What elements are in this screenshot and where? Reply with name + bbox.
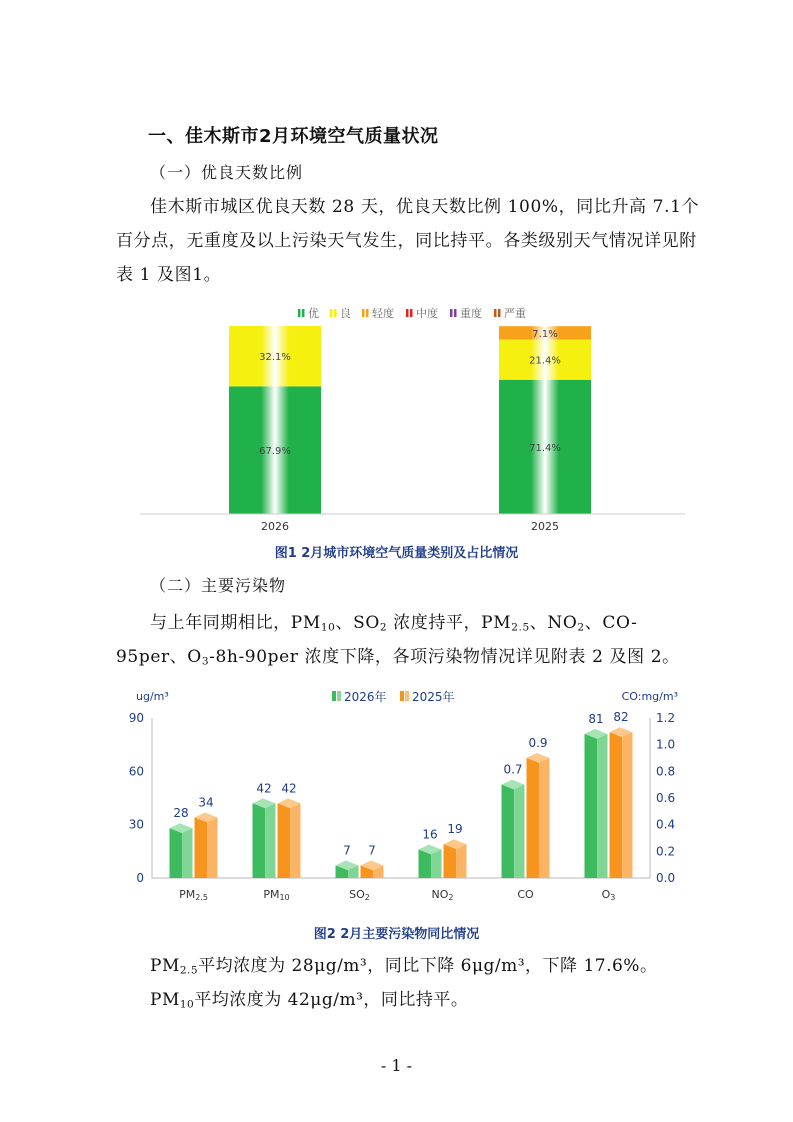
- figure2-right-axis-unit: CO:mg/m³: [621, 690, 678, 703]
- figure2-x-labels: [179, 888, 615, 902]
- x-label-2025: 2025: [531, 520, 559, 533]
- x2-label-3: NO2: [431, 888, 454, 902]
- bar2-5-1: [610, 732, 623, 878]
- legend-swatch-0-b: [302, 309, 305, 317]
- x2-label-4: CO: [517, 888, 534, 901]
- x2-label-1: PM10: [263, 888, 290, 902]
- legend2-swatch-1: [400, 691, 404, 701]
- bar2-1-0: [253, 803, 266, 878]
- legend-swatch-3: [406, 309, 409, 317]
- y-tick-right-6: 1.2: [656, 711, 676, 725]
- bar-label-2025-2: 7.1%: [532, 328, 558, 340]
- y-tick-right-1: 0.2: [656, 844, 676, 859]
- bar-label-2026-1: 32.1%: [259, 352, 291, 364]
- bar2-label-4-0: 0.7: [503, 762, 523, 777]
- figure1-bars: [229, 326, 591, 514]
- legend2-label-1: 2025年: [412, 690, 455, 704]
- bar2-side-4-1: [539, 758, 549, 878]
- legend-label-4: 重度: [460, 307, 482, 320]
- legend-swatch-1-b: [334, 309, 337, 317]
- section-title-good-days: （一）优良天数比例: [150, 163, 304, 182]
- bar2-label-0-0: 28: [173, 806, 189, 821]
- figure2-legend: [332, 689, 455, 704]
- page-number: - 1 -: [380, 1056, 413, 1075]
- bar2-label-4-1: 0.9: [528, 736, 548, 750]
- y-tick-right-3: 0.6: [656, 791, 676, 805]
- bar2-side-0-1: [207, 818, 217, 878]
- x2-label-0: PM2.5: [179, 888, 208, 902]
- y-tick-right-4: 0.8: [656, 764, 676, 779]
- bar2-4-0: [502, 785, 515, 878]
- bar2-side-5-0: [597, 734, 607, 878]
- legend-swatch-0: [298, 309, 301, 317]
- legend-label-3: 中度: [416, 307, 438, 320]
- x2-label-2: SO2: [349, 888, 370, 902]
- legend2-swatch-1-b: [405, 691, 409, 701]
- bar2-3-0: [419, 850, 432, 878]
- bar-label-2025-0: 71.4%: [529, 442, 561, 454]
- bar2-label-5-1: 82: [613, 710, 629, 725]
- legend-swatch-5-b: [498, 309, 501, 317]
- y-tick-right-2: 0.4: [656, 817, 676, 832]
- legend-label-2: 轻度: [372, 307, 394, 320]
- bar2-label-2-0: 7: [343, 843, 351, 858]
- bar2-label-3-0: 16: [422, 827, 438, 842]
- bar2-label-1-1: 42: [281, 781, 297, 796]
- bar2-label-0-1: 34: [198, 795, 214, 810]
- y-tick-left-0: 0: [136, 871, 144, 885]
- legend-swatch-5: [494, 309, 497, 317]
- section-title-pollutants: （二）主要污染物: [150, 576, 287, 595]
- y-tick-left-2: 60: [128, 764, 144, 779]
- legend-swatch-2-b: [366, 309, 369, 317]
- y-tick-left-3: 90: [128, 711, 144, 725]
- bar-label-2026-0: 67.9%: [259, 446, 291, 458]
- bar2-label-2-1: 7: [368, 843, 376, 858]
- bar2-4-1: [527, 758, 540, 878]
- bar2-side-3-0: [431, 850, 441, 878]
- legend2-label-0: 2026年: [344, 690, 387, 704]
- bar2-label-5-0: 81: [588, 712, 604, 726]
- figure1-legend: [298, 306, 526, 320]
- figure1-caption: 图1 2月城市环境空气质量类别及占比情况: [274, 546, 519, 561]
- bar2-5-0: [585, 734, 598, 878]
- bar2-side-4-0: [514, 785, 524, 878]
- bar2-side-1-1: [290, 803, 300, 878]
- y-tick-left-1: 30: [128, 817, 144, 832]
- bar2-label-3-1: 19: [447, 822, 463, 837]
- figure2-left-axis-unit: ug/m³: [136, 690, 169, 703]
- bar2-1-1: [278, 803, 291, 878]
- paragraph-pollutants: 与上年同期相比，$PM_{10}$、$SO_2$ 浓度持平，$PM_{2.5}$、$NO_2$、CO-95per、$O_3-8h-90per$ 浓度下降，各项污染物情况详见附表 2 及图 2。: [116, 613, 680, 668]
- x2-label-5: O3: [601, 888, 616, 902]
- legend-swatch-2: [362, 309, 365, 317]
- bar2-side-0-0: [182, 828, 192, 878]
- figure2-bars: [170, 710, 633, 878]
- legend2-swatch-0-b: [337, 691, 341, 701]
- bar-label-2025-1: 21.4%: [529, 355, 561, 367]
- bar2-0-1: [195, 818, 208, 878]
- x-label-2026: 2026: [261, 520, 289, 533]
- figure2-caption: 图2 2月主要污染物同比情况: [313, 927, 480, 942]
- bar2-side-1-0: [265, 803, 275, 878]
- paragraph-good-days: 佳木斯市城区优良天数 28 天，优良天数比例 100%，同比升高 7.1个百分点，无重度及以上污染天气发生，同比持平。各类级别天气情况详见附表 1 及图1。: [116, 197, 700, 285]
- legend-swatch-4: [450, 309, 453, 317]
- y-tick-right-5: 1.0: [656, 737, 676, 752]
- bar2-side-5-1: [622, 732, 632, 878]
- page-heading: 一、佳木斯市2月环境空气质量状况: [148, 126, 439, 147]
- legend2-swatch-0: [332, 691, 336, 701]
- bar2-label-1-0: 42: [256, 781, 272, 796]
- figure1-chart: [130, 296, 690, 542]
- legend-label-0: 优: [308, 307, 319, 320]
- y-tick-right-0: 0.0: [656, 871, 676, 885]
- pm25-summary: $PM_{2.5}$平均浓度为 28μg/m³，同比下降 6μg/m³，下降 17.6%。: [150, 956, 658, 977]
- bar2-side-3-1: [456, 844, 466, 878]
- bar2-0-0: [170, 828, 183, 878]
- legend-swatch-3-b: [410, 309, 413, 317]
- legend-swatch-1: [330, 309, 333, 317]
- figure2-chart: [110, 680, 700, 910]
- legend-label-5: 严重: [504, 307, 526, 320]
- figure1-x-labels: [261, 520, 559, 533]
- pm10-summary: $PM_{10}$平均浓度为 42μg/m³，同比持平。: [150, 990, 469, 1011]
- bar2-3-1: [444, 844, 457, 878]
- legend-label-1: 良: [340, 307, 351, 320]
- legend-swatch-4-b: [454, 309, 457, 317]
